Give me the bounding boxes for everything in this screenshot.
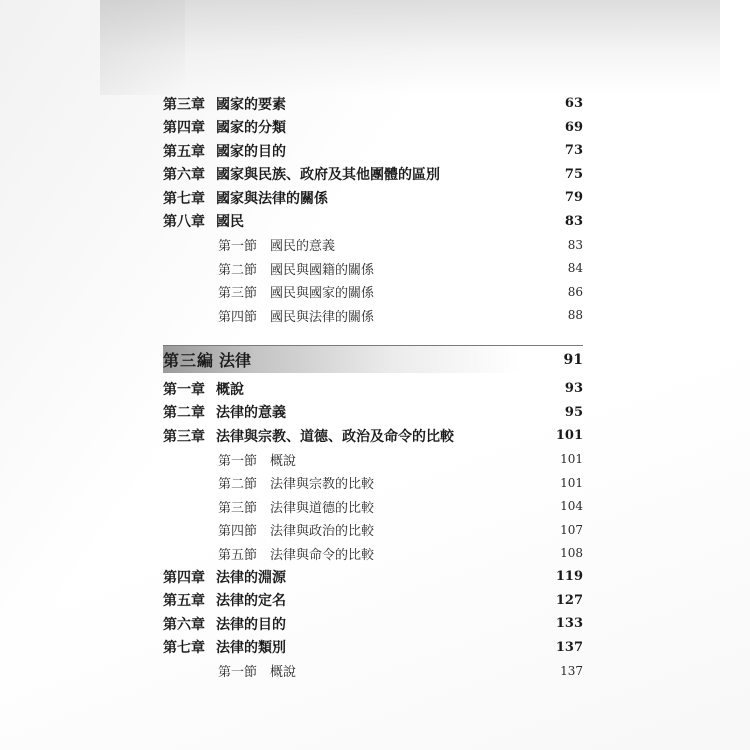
- page-number: 101: [555, 428, 583, 444]
- page-number: 79: [564, 190, 583, 206]
- section-title: 國民的意義: [270, 239, 336, 255]
- toc-section-row[interactable]: [163, 280, 583, 304]
- table-of-contents: [163, 92, 583, 683]
- toc-chapter-row[interactable]: [163, 139, 583, 163]
- toc-section-row[interactable]: [163, 518, 583, 542]
- toc-section-row[interactable]: [163, 542, 583, 566]
- page-number: 133: [555, 616, 583, 632]
- chapter-title: 法律的類別: [216, 640, 286, 657]
- page-number: 63: [564, 96, 583, 112]
- chapter-number: 第五章: [163, 593, 205, 610]
- chapter-number: 第七章: [163, 640, 205, 657]
- header-shading: [100, 0, 720, 95]
- page-number: 69: [564, 119, 583, 135]
- toc-part-heading[interactable]: [163, 345, 583, 373]
- section-number: 第四節: [218, 524, 258, 540]
- toc-section-row[interactable]: [163, 233, 583, 257]
- page-number: 86: [567, 284, 583, 299]
- chapter-title: 法律的意義: [216, 405, 286, 422]
- page-number: 83: [564, 213, 583, 229]
- toc-chapter-row[interactable]: [163, 636, 583, 660]
- corner-shading: [100, 0, 185, 95]
- chapter-number: 第六章: [163, 616, 205, 633]
- section-number: 第一節: [218, 665, 258, 681]
- page-number: 127: [555, 592, 583, 608]
- section-number: 第三節: [218, 286, 258, 302]
- section-number: 第二節: [218, 262, 258, 278]
- toc-chapter-row[interactable]: [163, 401, 583, 425]
- part-title: 法律: [219, 351, 252, 370]
- toc-chapter-row[interactable]: [163, 116, 583, 140]
- page-number: 108: [560, 546, 583, 561]
- chapter-title: 國家與法律的關係: [216, 190, 328, 207]
- chapter-number: 第四章: [163, 569, 205, 586]
- page-number: 93: [564, 381, 583, 397]
- toc-chapter-row[interactable]: [163, 163, 583, 187]
- section-number: 第三節: [218, 500, 258, 516]
- page-number: 119: [555, 569, 583, 585]
- chapter-title: 國民: [216, 214, 244, 231]
- page-number: 88: [567, 308, 583, 323]
- page-number: 104: [560, 499, 583, 514]
- page-number: 101: [560, 475, 583, 490]
- chapter-number: 第三章: [163, 96, 205, 113]
- section-number: 第一節: [218, 239, 258, 255]
- toc-chapter-row[interactable]: [163, 210, 583, 234]
- section-title: 法律與宗教的比較: [270, 477, 375, 493]
- chapter-title: 法律的目的: [216, 616, 286, 633]
- section-number: 第一節: [218, 453, 258, 469]
- toc-section-row[interactable]: [163, 304, 583, 328]
- page-number: 91: [563, 351, 583, 368]
- page-number: 101: [560, 452, 583, 467]
- toc-chapter-row[interactable]: [163, 92, 583, 116]
- toc-section-row[interactable]: [163, 495, 583, 519]
- chapter-number: 第二章: [163, 405, 205, 422]
- section-title: 法律與道德的比較: [270, 500, 375, 516]
- chapter-title: 法律的定名: [216, 593, 286, 610]
- chapter-number: 第七章: [163, 190, 205, 207]
- section-number: 第二節: [218, 477, 258, 493]
- chapter-title: 法律與宗教、道德、政治及命令的比較: [216, 428, 454, 445]
- chapter-title: 概說: [216, 381, 244, 398]
- chapter-number: 第一章: [163, 381, 205, 398]
- toc-section-row[interactable]: [163, 659, 583, 683]
- toc-chapter-row[interactable]: [163, 589, 583, 613]
- page-number: 107: [560, 522, 583, 537]
- section-title: 國民與法律的關係: [270, 309, 375, 325]
- chapter-number: 第八章: [163, 214, 205, 231]
- chapter-title: 國家的要素: [216, 96, 286, 113]
- chapter-number: 第六章: [163, 167, 205, 184]
- toc-chapter-row[interactable]: [163, 612, 583, 636]
- chapter-title: 國家的目的: [216, 143, 286, 160]
- section-title: 概說: [270, 665, 297, 681]
- toc-chapter-row[interactable]: [163, 186, 583, 210]
- toc-chapter-row[interactable]: [163, 565, 583, 589]
- toc-section-row[interactable]: [163, 257, 583, 281]
- section-number: 第五節: [218, 547, 258, 563]
- page-number: 75: [564, 166, 583, 182]
- section-title: 概說: [270, 453, 297, 469]
- chapter-title: 國家與民族、政府及其他團體的區別: [216, 167, 440, 184]
- chapter-number: 第三章: [163, 428, 205, 445]
- toc-chapter-row[interactable]: [163, 377, 583, 401]
- section-title: 國民與國籍的關係: [270, 262, 375, 278]
- toc-section-row[interactable]: [163, 471, 583, 495]
- page-number: 73: [564, 143, 583, 159]
- toc-section-row[interactable]: [163, 448, 583, 472]
- section-title: 國民與國家的關係: [270, 286, 375, 302]
- chapter-title: 國家的分類: [216, 120, 286, 137]
- page-number: 95: [564, 404, 583, 420]
- part-number: 第三編: [163, 351, 215, 370]
- chapter-title: 法律的淵源: [216, 569, 286, 586]
- section-title: 法律與命令的比較: [270, 547, 375, 563]
- spacer: [163, 327, 583, 345]
- page-number: 84: [567, 261, 583, 276]
- section-number: 第四節: [218, 309, 258, 325]
- page-number: 137: [560, 663, 583, 678]
- chapter-number: 第五章: [163, 143, 205, 160]
- chapter-number: 第四章: [163, 120, 205, 137]
- toc-chapter-row[interactable]: [163, 424, 583, 448]
- page-number: 83: [567, 237, 583, 252]
- section-title: 法律與政治的比較: [270, 524, 375, 540]
- page-number: 137: [555, 639, 583, 655]
